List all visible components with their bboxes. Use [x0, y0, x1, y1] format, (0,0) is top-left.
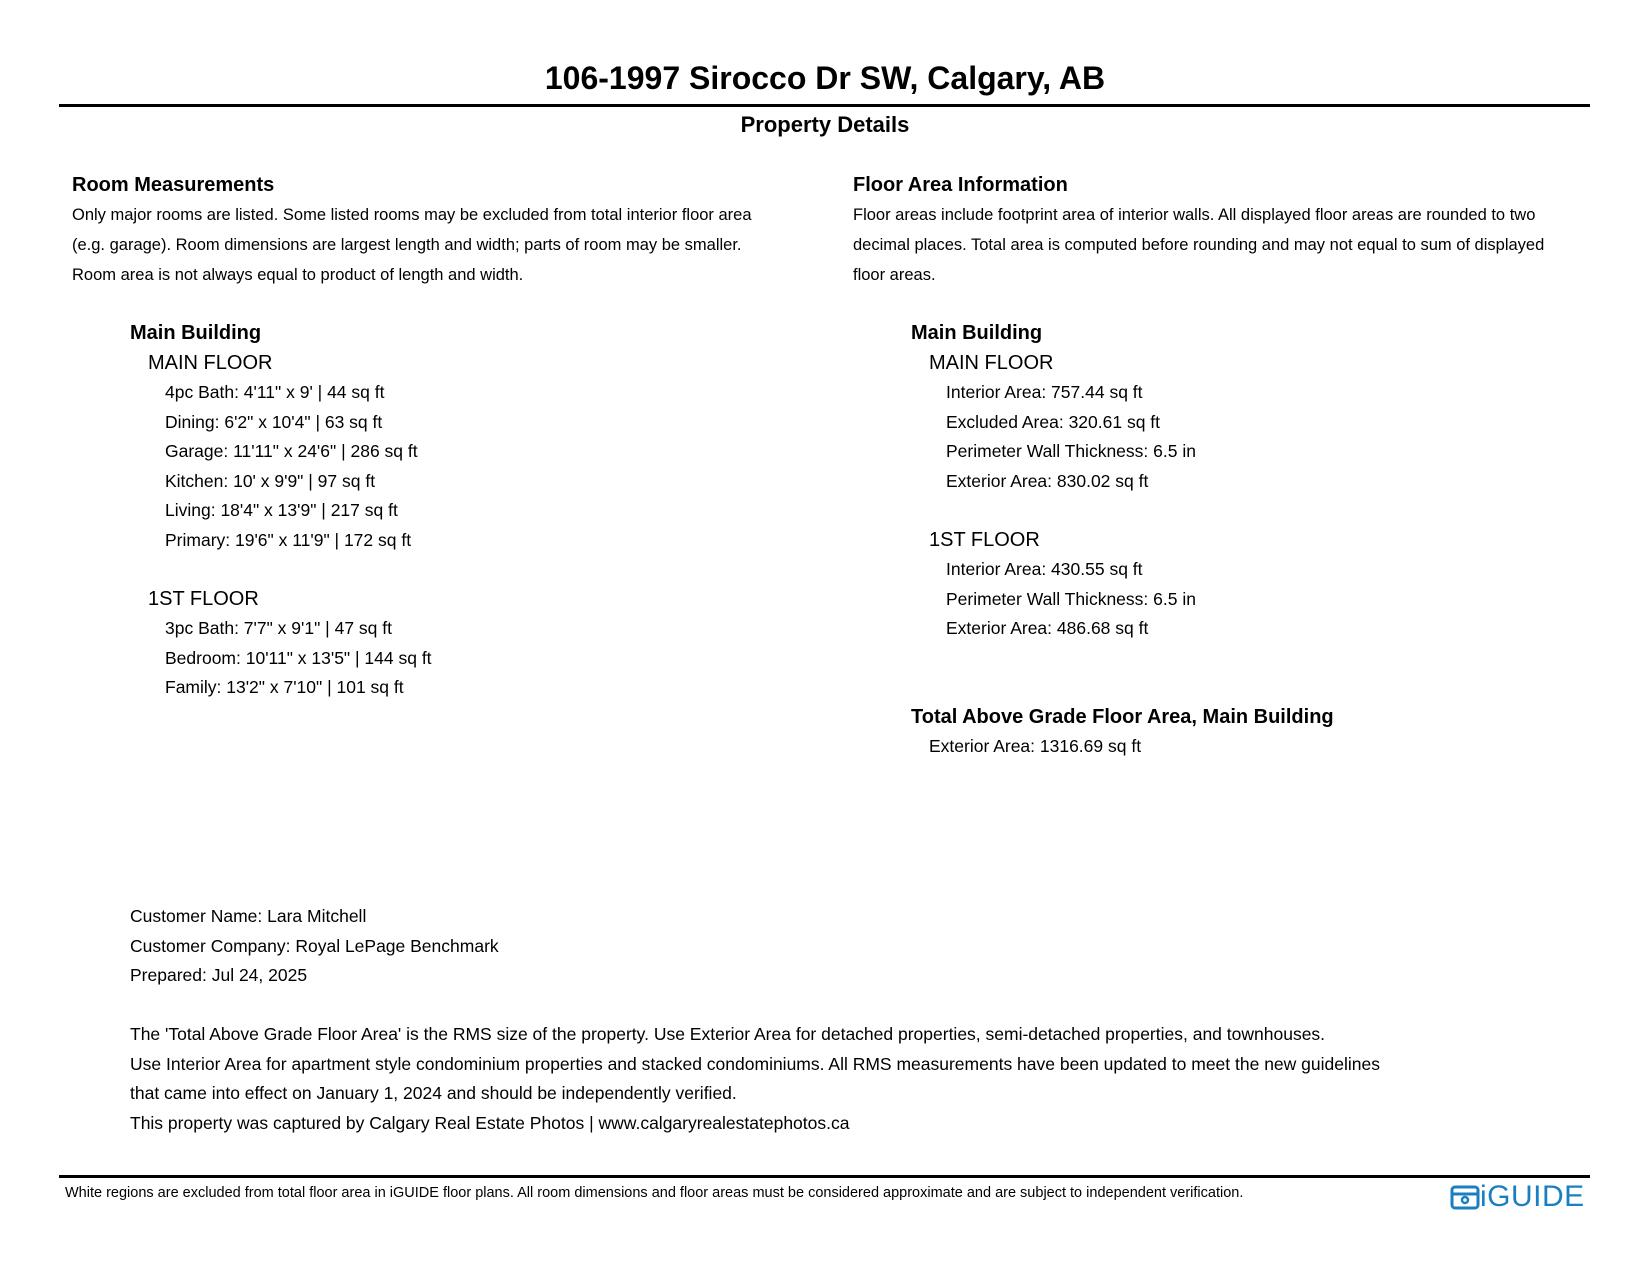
- room-note-line: Room area is not always equal to product of length and width.: [72, 266, 524, 284]
- room-item: Kitchen: 10' x 9'9" | 97 sq ft: [165, 470, 376, 491]
- floor-area-list: [911, 318, 1334, 761]
- customer-name: Customer Name: Lara Mitchell: [130, 906, 367, 926]
- customer-info: [130, 902, 1380, 1138]
- floor-area-item: Exterior Area: 830.02 sq ft: [946, 470, 1149, 491]
- room-item: Primary: 19'6" x 11'9" | 172 sq ft: [165, 529, 412, 550]
- floor-area-item: Interior Area: 757.44 sq ft: [946, 382, 1143, 402]
- room-main-floor-label: MAIN FLOOR: [148, 352, 273, 374]
- room-building-heading: Main Building: [130, 322, 262, 344]
- footer-divider: [59, 1175, 1590, 1178]
- room-item: Dining: 6'2" x 10'4" | 63 sq ft: [165, 411, 383, 432]
- room-item: Garage: 11'11" x 24'6" | 286 sq ft: [165, 441, 418, 461]
- room-first-floor-label: 1ST FLOOR: [148, 588, 259, 610]
- disclaimer-line: Use Interior Area for apartment style condominium properties and stacked condominiums. All RMS measurements have been updated to meet the new guidelines: [130, 1053, 1380, 1074]
- floor-area-item: Perimeter Wall Thickness: 6.5 in: [946, 441, 1196, 461]
- floor-area-first-floor-label: 1ST FLOOR: [929, 529, 1040, 551]
- prepared-date: Prepared: Jul 24, 2025: [130, 965, 308, 985]
- page-subtitle: Property Details: [740, 112, 910, 137]
- total-floor-area-value: Exterior Area: 1316.69 sq ft: [929, 735, 1142, 756]
- floor-area-note-line: decimal places. Total area is computed before rounding and may not equal to sum of displayed: [853, 236, 1545, 254]
- disclaimer-line: that came into effect on January 1, 2024 and should be independently verified.: [130, 1083, 737, 1103]
- room-item: Living: 18'4" x 13'9" | 217 sq ft: [165, 500, 398, 520]
- disclaimer-line: This property was captured by Calgary Real Estate Photos | www.calgaryrealestatephotos.ca: [130, 1112, 850, 1133]
- room-list: [130, 318, 432, 703]
- iguide-logo: [1450, 1180, 1585, 1214]
- header-divider: [59, 104, 1590, 107]
- floor-area-note-line: Floor areas include footprint area of interior walls. All displayed floor areas are rounded to two: [853, 206, 1536, 224]
- room-measurements-heading: Room Measurements: [72, 174, 275, 196]
- iguide-logo-icon: [1450, 1183, 1480, 1211]
- room-note-line: Only major rooms are listed. Some listed rooms may be excluded from total interior floor area: [72, 206, 752, 224]
- floor-area-main-floor-label: MAIN FLOOR: [929, 352, 1054, 374]
- room-item: 3pc Bath: 7'7" x 9'1" | 47 sq ft: [165, 618, 392, 638]
- room-item: 4pc Bath: 4'11" x 9' | 44 sq ft: [165, 382, 385, 402]
- iguide-logo-text: iGUIDE: [1480, 1180, 1585, 1213]
- floor-area-item: Interior Area: 430.55 sq ft: [946, 559, 1143, 579]
- floor-area-note-line: floor areas.: [853, 266, 936, 284]
- floor-area-item: Exterior Area: 486.68 sq ft: [946, 618, 1149, 638]
- floor-area-item: Perimeter Wall Thickness: 6.5 in: [946, 588, 1196, 609]
- room-measurements-section: [72, 170, 832, 290]
- floor-area-section: [853, 170, 1613, 290]
- room-item: Family: 13'2" x 7'10" | 101 sq ft: [165, 677, 404, 697]
- floor-area-building-heading: Main Building: [911, 322, 1043, 344]
- floor-area-item: Excluded Area: 320.61 sq ft: [946, 411, 1161, 432]
- customer-company: Customer Company: Royal LePage Benchmark: [130, 935, 499, 956]
- total-floor-area-heading: Total Above Grade Floor Area, Main Building: [911, 705, 1334, 728]
- disclaimer-line: The 'Total Above Grade Floor Area' is the RMS size of the property. Use Exterior Area for detached properties, semi-detached properties, and townhouses.: [130, 1024, 1326, 1044]
- page-title: 106-1997 Sirocco Dr SW, Calgary, AB: [544, 60, 1106, 96]
- floor-area-heading: Floor Area Information: [853, 174, 1068, 196]
- footer-note: White regions are excluded from total floor area in iGUIDE floor plans. All room dimensions and floor areas must be considered approximate and are subject to independent verification.: [65, 1185, 1244, 1201]
- room-note-line: (e.g. garage). Room dimensions are largest length and width; parts of room may be smaller.: [72, 236, 742, 254]
- room-item: Bedroom: 10'11" x 13'5" | 144 sq ft: [165, 647, 432, 668]
